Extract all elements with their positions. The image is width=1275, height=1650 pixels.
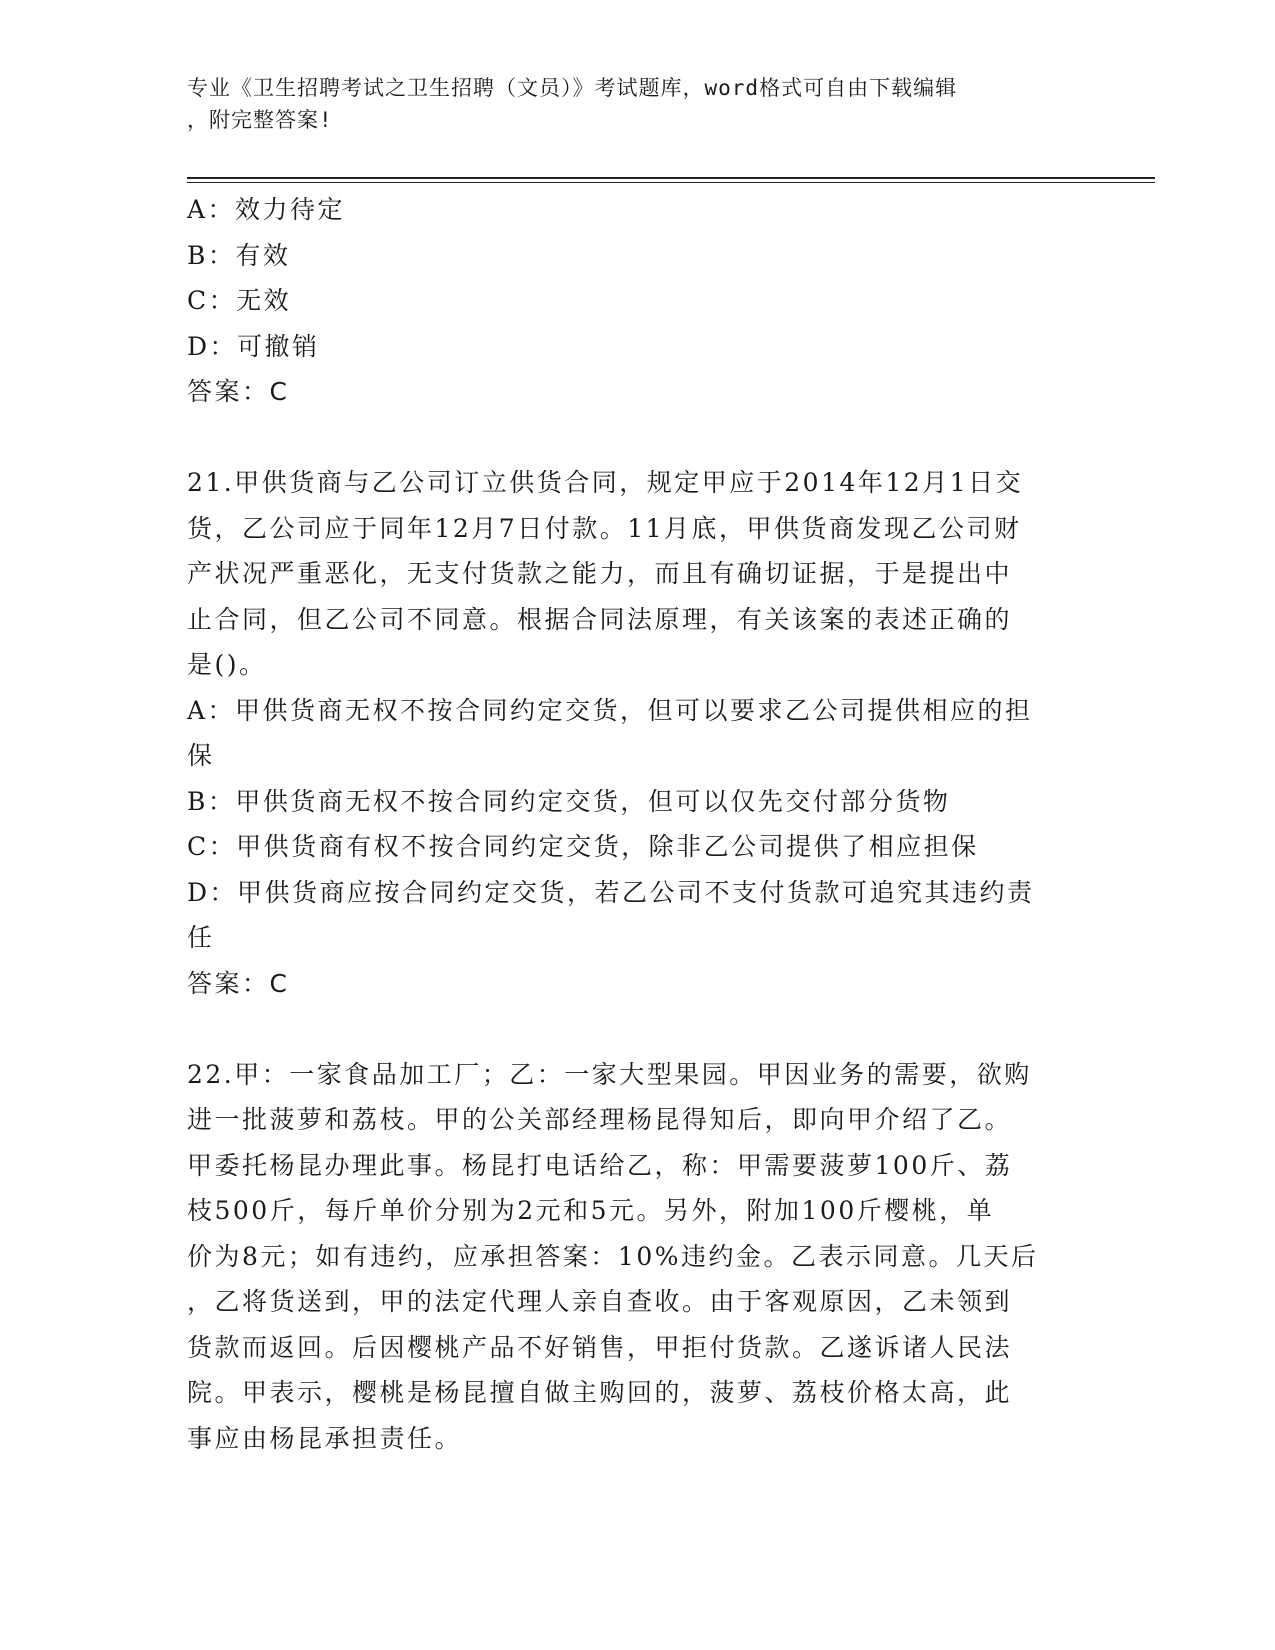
header-line-1: 专业《卫生招聘考试之卫生招聘（文员）》考试题库，word格式可自由下载编辑 <box>187 76 958 100</box>
prev-question-options <box>187 187 1067 369</box>
stem-line: 甲委托杨昆办理此事。杨昆打电话给乙，称：甲需要菠萝100斤、荔 <box>187 1150 1013 1180</box>
question-22-stem <box>187 1052 1067 1462</box>
stem-line: 货款而返回。后因樱桃产品不好销售，甲拒付货款。乙遂诉诸人民法 <box>187 1332 1013 1362</box>
stem-line: 产状况严重恶化，无支付货款之能力，而且有确切证据，于是提出中 <box>187 559 1013 588</box>
spacer <box>187 415 1067 461</box>
header-line-2: ，附完整答案! <box>187 108 333 132</box>
question-22 <box>187 1052 1067 1462</box>
page-header <box>187 72 1067 136</box>
option-b: B：甲供货商无权不按合同约定交货，但可以仅先交付部分货物 <box>187 786 951 816</box>
question-21-answer: 答案：C <box>187 968 290 998</box>
header-divider-thick <box>187 177 1155 179</box>
header-divider-thin <box>187 182 1155 183</box>
question-21-options <box>187 688 1067 961</box>
stem-line: 枝500斤，每斤单价分别为2元和5元。另外，附加100斤樱桃，单 <box>187 1196 995 1225</box>
option-d: D：可撤销 <box>187 331 320 361</box>
option-a: A：效力待定 <box>187 195 346 224</box>
option-d-continued: 任 <box>187 923 215 952</box>
stem-line: 进一批菠萝和荔枝。甲的公关部经理杨昆得知后，即向甲介绍了乙。 <box>187 1105 1013 1134</box>
stem-line: 货，乙公司应于同年12月7日付款。11月底，甲供货商发现乙公司财 <box>187 513 1022 543</box>
stem-line: 21.甲供货商与乙公司订立供货合同，规定甲应于2014年12月1日交 <box>187 468 1024 497</box>
option-d: D：甲供货商应按合同约定交货，若乙公司不支付货款可追究其违约责 <box>187 877 1035 907</box>
option-c: C：甲供货商有权不按合同约定交货，除非乙公司提供了相应担保 <box>187 832 979 861</box>
stem-line: 22.甲：一家食品加工厂；乙：一家大型果园。甲因业务的需要，欲购 <box>187 1059 1032 1089</box>
prev-question-answer: 答案：C <box>187 377 290 406</box>
option-a: A：甲供货商无权不按合同约定交货，但可以要求乙公司提供相应的担 <box>187 695 1033 725</box>
question-21 <box>187 460 1067 1006</box>
stem-line: 止合同，但乙公司不同意。根据合同法原理，有关该案的表述正确的 <box>187 604 1013 634</box>
spacer <box>187 1006 1067 1052</box>
stem-line: 价为8元；如有违约，应承担答案：10%违约金。乙表示同意。几天后 <box>187 1241 1039 1271</box>
stem-line: 是()。 <box>187 650 267 679</box>
option-a-continued: 保 <box>187 741 215 770</box>
document-body <box>187 187 1067 1461</box>
option-b: B：有效 <box>187 240 291 270</box>
stem-line: 院。甲表示，樱桃是杨昆擅自做主购回的，菠萝、荔枝价格太高，此 <box>187 1378 1013 1407</box>
stem-line: ，乙将货送到，甲的法定代理人亲自查收。由于客观原因，乙未领到 <box>187 1287 1013 1316</box>
option-c: C：无效 <box>187 286 292 315</box>
question-21-stem <box>187 460 1067 688</box>
stem-line: 事应由杨昆承担责任。 <box>187 1423 463 1453</box>
